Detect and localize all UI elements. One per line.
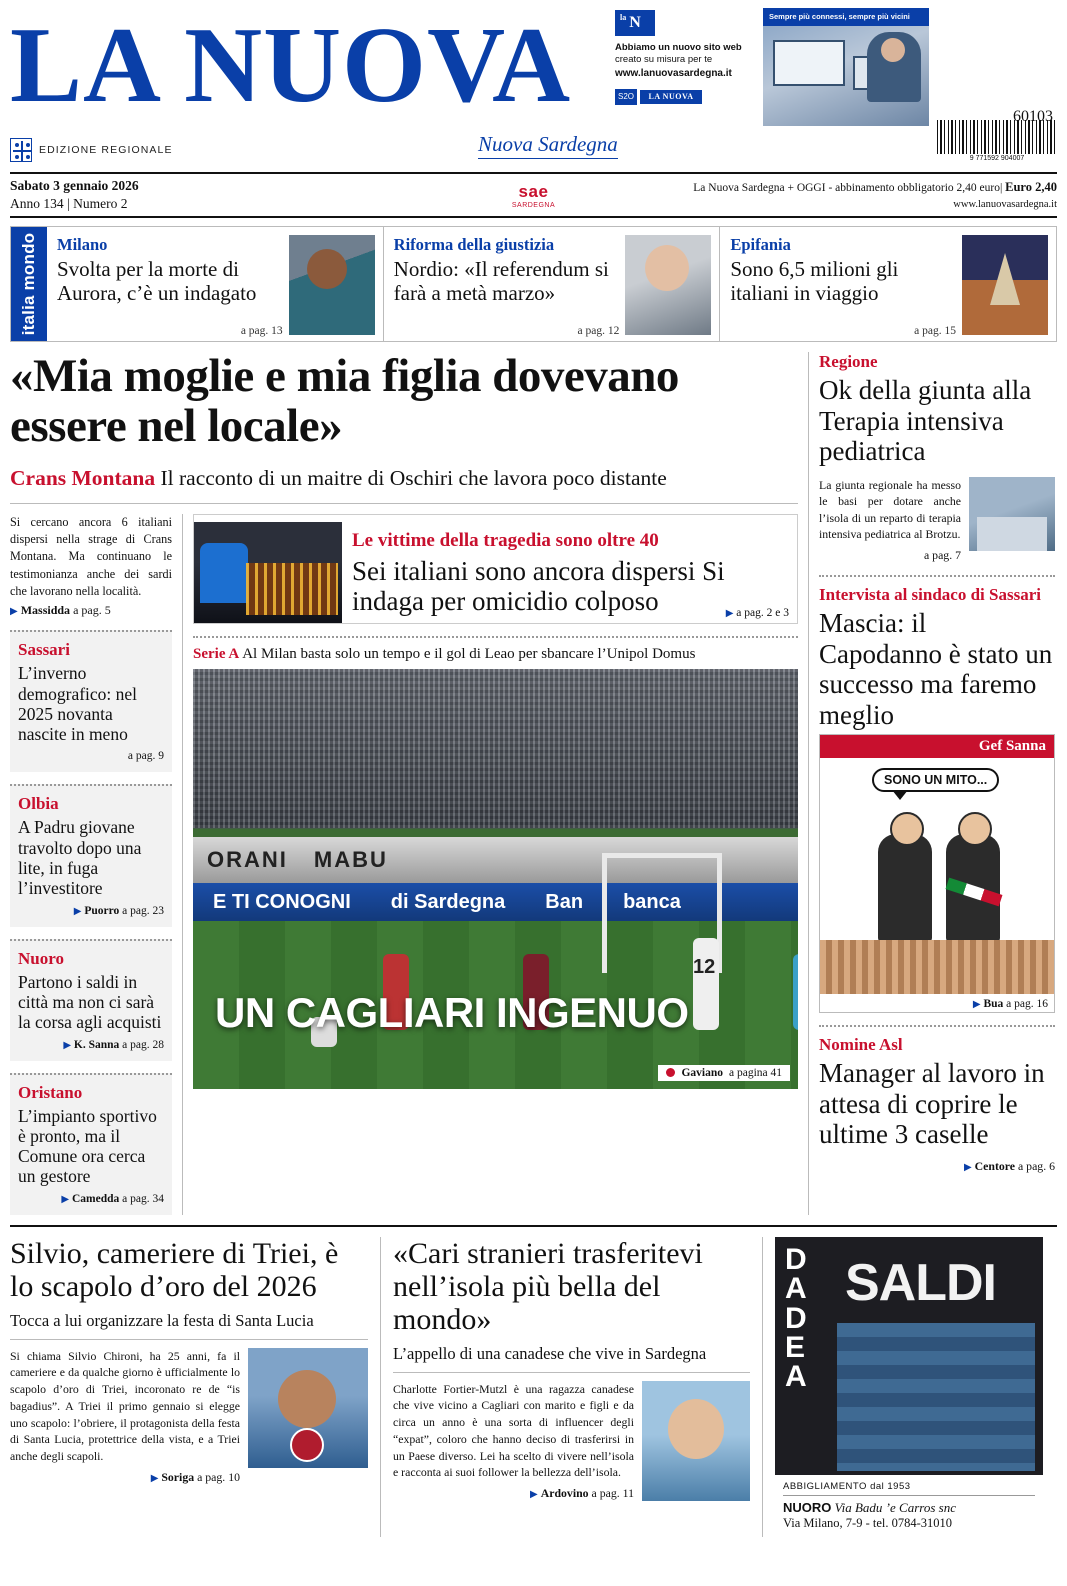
lead-kicker: Crans Montana [10,465,156,490]
strip-item-epifania[interactable] [719,227,1056,341]
right-kicker: Nomine Asl [819,1035,903,1055]
promo-illustration [763,26,929,126]
strip-item-text [57,235,289,335]
serie-a-credit-page: a pagina 41 [728,1066,782,1079]
newspaper-logo: LA NUOVA [10,6,572,125]
strip-item-text [394,235,626,335]
right-story-regione[interactable] [819,352,1055,563]
right-byline [819,1158,1055,1175]
adboard-text-6: banca [623,891,681,914]
bottom-body-text: Si chiama Silvio Chironi, ha 25 anni, fa il cameriere e da qualche giorno è ufficialmente lo scapolo d’oro di Triei, incoronato re de “is bagadius”. A Triei il primo gennaio si elegge uno scapolo: l’obriere, il protagonista della festa di Santa Lucia, protettrice della vista, e a Triei anche degli scapoli. [10,1348,240,1464]
player-figure [693,938,719,1030]
divider [819,1025,1055,1027]
lead-subhead [10,466,798,504]
right-headline: Manager al lavoro in attesa di coprire le ultime 3 caselle [819,1058,1045,1150]
bottom-headline: Silvio, cameriere di Triei, è lo scapolo d’oro del 2026 [10,1236,339,1303]
charlotte-portrait-photo [642,1381,750,1501]
strip-item-text [730,235,962,335]
promo-text-block [613,8,763,126]
publication-date: Sabato 3 gennaio 2026 [10,177,139,193]
serie-a-story[interactable] [193,636,798,1089]
price-line [693,178,1057,197]
promo-claim: Sempre più connessi, sempre più vicini [769,12,910,21]
lead-byline-page: a pag. 5 [73,603,111,618]
info-bar [10,174,1057,218]
photo-page-ref [726,607,789,619]
serie-a-text: Al Milan basta solo un tempo e il gol di Leao per sbancare l’Unipol Domus [242,645,696,662]
arrow-right-icon: ▶ [725,607,734,619]
bottom-page-ref: a pag. 11 [591,1486,634,1501]
strip-page-ref: a pag. 15 [914,325,957,337]
sae-logo [512,182,555,209]
adboard-text-1: ORANI [207,846,288,872]
promo-monitor-icon [773,40,845,86]
issue-info [10,177,139,213]
sidebox-byline [18,1193,164,1205]
ad-jeans-stack [837,1323,1035,1471]
strip-photo-man [625,235,711,335]
cagliari-milan-match-photo [193,669,798,1089]
strip-kicker: Epifania [730,235,791,254]
political-cartoon [820,758,1054,994]
strip-page-ref: a pag. 12 [577,325,620,337]
right-body-text: La giunta regionale ha messo le basi per dotare anche l’isola di un reparto di terapia intensiva pediatrica al Brotzu. [819,477,961,542]
sidebox-nuoro[interactable] [10,939,172,1061]
cartoon-credit-author: Bua [983,998,1004,1011]
bullet-icon [666,1068,675,1077]
strip-section-label: italia mondo [19,232,39,336]
cartoon-credit [820,994,1054,1012]
lead-brief-column [10,514,182,1215]
right-author: Centore [974,1158,1016,1173]
lead-byline-author: Massidda [20,603,71,618]
photo-kicker: Le vittime della tragedia sono oltre 40 [352,529,659,551]
right-column [808,352,1055,1215]
right-headline: Mascia: il Capodanno è stato un successo ma faremo meglio [819,608,1053,730]
sidebox-sassari[interactable] [10,630,172,772]
edition-row [10,138,173,162]
photo-badge-icon [290,1428,324,1462]
photo-page-text: a pag. 2 e 3 [736,606,789,619]
promo-image-panel [763,8,929,126]
promo-badge-letter: N [629,14,641,31]
barcode-number: 9 771592 904007 [969,155,1025,162]
sidebox-headline: A Padru giovane travolto dopo una lite, in fuga l’investitore [18,817,142,899]
sidebox-headline: Partono i saldi in città ma non ci sarà la corsa agli acquisti [18,971,162,1033]
promo-line-1: Abbiamo un nuovo sito web [615,42,742,53]
serie-a-credit-author: Gaviano [681,1066,723,1079]
cartoon-crowd [820,940,1054,994]
bottom-advertisement[interactable] [762,1237,1043,1537]
silvio-portrait-photo [248,1348,368,1468]
bottom-row [393,1381,750,1503]
bundle-text: La Nuova Sardegna + OGGI - abbinamento obbligatorio 2,40 euro| [693,181,1003,194]
price-value: Euro 2,40 [1005,179,1057,194]
bottom-subhead: Tocca a lui organizzare la festa di Santa Lucia [10,1311,368,1340]
lead-main-column [182,514,798,1215]
right-kicker: Regione [819,352,878,371]
bottom-author: Ardovino [540,1486,589,1501]
strip-item-giustizia[interactable] [383,227,720,341]
adboard-text-4: di Sardegna [390,891,506,914]
ad-footer [775,1475,1043,1537]
promo-website-url[interactable]: www.lanuovasardegna.it [615,67,732,79]
promo-badge-row [615,89,757,105]
promo-mini-s2o: S2O [615,89,637,105]
stadium-crowd [193,669,798,829]
bottom-subhead: L’appello di una canadese che vive in Sardegna [393,1344,750,1373]
lead-photo-text [342,522,797,623]
ad-line-3: Via Milano, 7-9 - tel. 0784-31010 [783,1515,953,1530]
arrow-right-icon: ▶ [150,1472,159,1484]
sidebox-oristano[interactable] [10,1073,172,1215]
sidebox-olbia[interactable] [10,784,172,926]
bottom-body-text: Charlotte Fortier-Mutzl è una ragazza canadese che vive vicino a Cagliari con marito e figli e da circa un anno è una sorta di influencer degli “expat”, coloro che hanno deciso di trasferirsi in un Paese diverso. Lei ha scelto di vivere nell’isola e racconta ai suoi follower la bellezza dell’isola. [393,1381,634,1480]
lead-photo-story[interactable] [193,514,798,624]
sidebox-byline [18,905,164,917]
promo-badge-small: la [620,13,627,22]
hospital-photo [969,477,1055,551]
newspaper-logo-subtitle: Nuova Sardegna [478,132,618,159]
sidebox-headline: L’inverno demografico: nel 2025 novanta nascite in meno [18,663,138,745]
serie-a-line [193,646,798,663]
bottom-text [393,1381,634,1503]
sidebox-kicker: Sassari [18,640,70,660]
bottom-text [10,1348,240,1486]
lead-headline[interactable]: «Mia moglie e mia figlia dovevano essere nel locale» [10,350,679,452]
lead-brief-text: Si cercano ancora 6 italiani dispersi nella strage di Crans Montana. Ma continuano le testimonianza anche dei sardi che lavorano nella località. [10,514,172,598]
strip-headline: Nordio: «Il referendum si farà a metà marzo» [393,257,609,305]
cartoon-credit-page: a pag. 16 [1006,998,1048,1011]
adboard-text-3: E TI CONOGNI [213,891,351,914]
arrow-right-icon: ▶ [63,1039,72,1051]
sae-logo-sub: SARDEGNA [511,201,556,209]
ad-address: Via Badu ’e Carros snc [834,1499,956,1515]
bottom-story-silvio[interactable] [10,1237,380,1537]
candles-vigil-photo [194,522,342,623]
right-text [819,477,961,564]
sae-logo-text: sae [518,181,549,201]
strip-headline: Sono 6,5 milioni gli italiani in viaggio [730,257,899,305]
adboard-text-2: MABU [313,846,388,872]
right-headline: Ok della giunta alla Terapia intensiva pediatrica [819,375,1032,466]
right-kicker: Intervista al sindaco di Sassari [819,585,1041,605]
arrow-right-icon: ▶ [61,1193,70,1205]
strip-section-tab [11,227,47,341]
lead-byline [10,603,172,618]
ad-line-1: ABBIGLIAMENTO dal 1953 [783,1481,1035,1496]
sidebox-kicker: Nuoro [18,948,64,968]
player-shirt-number: 12 [693,956,716,979]
edition-label: EDIZIONE REGIONALE [39,144,173,156]
left-column [10,352,798,1215]
arrow-right-icon: ▶ [530,1489,538,1501]
cartoon-speech-bubble: SONO UN MITO... [872,768,999,792]
sidebox-author: K. Sanna [73,1038,120,1051]
bottom-row [10,1348,368,1486]
strip-headline: Svolta per la morte di Aurora, c’è un indagato [57,257,257,305]
bottom-story-canadese[interactable] [380,1237,762,1537]
issue-number: Anno 134 | Numero 2 [10,196,128,211]
lead-subtitle: Il racconto di un maitre di Oschiri che lavora poco distante [160,465,667,490]
adboard-text-5: Ban [545,891,584,914]
bottom-section [10,1225,1057,1537]
masthead [0,0,1067,172]
jeans-store-photo [775,1237,1043,1537]
sidebox-page-ref: a pag. 28 [122,1038,164,1051]
barcode-top-number: 60103 [1013,108,1053,125]
promo-logo-badge [615,10,655,36]
bottom-page-ref: a pag. 10 [197,1469,240,1484]
photo-headline: Sei italiani sono ancora dispersi Si indaga per omicidio colposo [352,555,725,617]
cartoon-block[interactable] [819,734,1055,1013]
promo-line-2: creato su misura per te [615,53,713,65]
sardinia-crest-icon [10,138,32,162]
strip-item-milano[interactable] [47,227,383,341]
bottom-byline [393,1485,634,1502]
arrow-right-icon: ▶ [963,1161,972,1173]
website-url[interactable]: www.lanuovasardegna.it [953,198,1057,210]
sidebox-page-ref: a pag. 23 [122,904,164,917]
divider [819,575,1055,577]
sidebox-author: Camedda [72,1192,120,1205]
bottom-author: Soriga [161,1469,195,1484]
right-story-nomine[interactable] [819,1035,1055,1175]
strip-kicker: Milano [57,235,108,254]
ad-city: NUORO [783,1499,832,1515]
right-story-intervista[interactable] [819,585,1055,730]
sidebox-kicker: Oristano [18,1082,83,1102]
mourner-figure [200,543,248,603]
sidebox-kicker: Olbia [18,794,59,814]
strip-kicker: Riforma della giustizia [393,235,555,254]
sidebox-page-ref: a pag. 34 [122,1192,164,1205]
arrow-right-icon: ▶ [10,606,18,618]
serie-a-credit [658,1065,790,1081]
sidebox-byline [18,1039,164,1051]
italia-mondo-strip [10,226,1057,342]
arrow-right-icon: ▶ [972,999,981,1011]
lead-row [10,514,798,1215]
ad-brand: D A D E A [785,1242,808,1394]
promo-mini-lanuova: LA NUOVA [640,90,702,104]
bottom-headline: «Cari stranieri trasferitevi nell’isola più bella del mondo» [393,1236,703,1336]
sidebox-author: Puorro [84,904,120,917]
arrow-right-icon: ▶ [73,905,82,917]
promo-person-figure [867,32,921,102]
cartoon-figure-left [878,834,932,942]
ad-line-2 [783,1500,1035,1516]
price-info [693,178,1057,213]
barcode [937,120,1057,162]
right-page-ref: a pag. 6 [1017,1158,1055,1173]
right-page-ref: a pag. 7 [923,547,961,562]
candle-flames [246,563,338,615]
cartoon-title: Gef Sanna [820,735,1054,758]
serie-a-label: Serie A [193,645,240,662]
strip-photo-duomo [962,235,1048,335]
sidebox-page-ref: a pag. 9 [127,750,164,763]
right-body [819,477,1055,564]
bottom-byline [10,1469,240,1486]
sidebox-headline: L’impianto sportivo è pronto, ma il Comune ora cerca un gestore [18,1105,157,1187]
website-promo-ad[interactable] [613,8,929,126]
strip-page-ref: a pag. 13 [240,325,283,337]
strip-photo-woman [289,235,375,335]
ad-claim: SALDI [845,1253,996,1312]
goalkeeper-figure [793,954,798,1030]
serie-a-overlay-headline: UN CAGLIARI INGENUO [215,988,689,1036]
main-content [10,352,1057,1215]
